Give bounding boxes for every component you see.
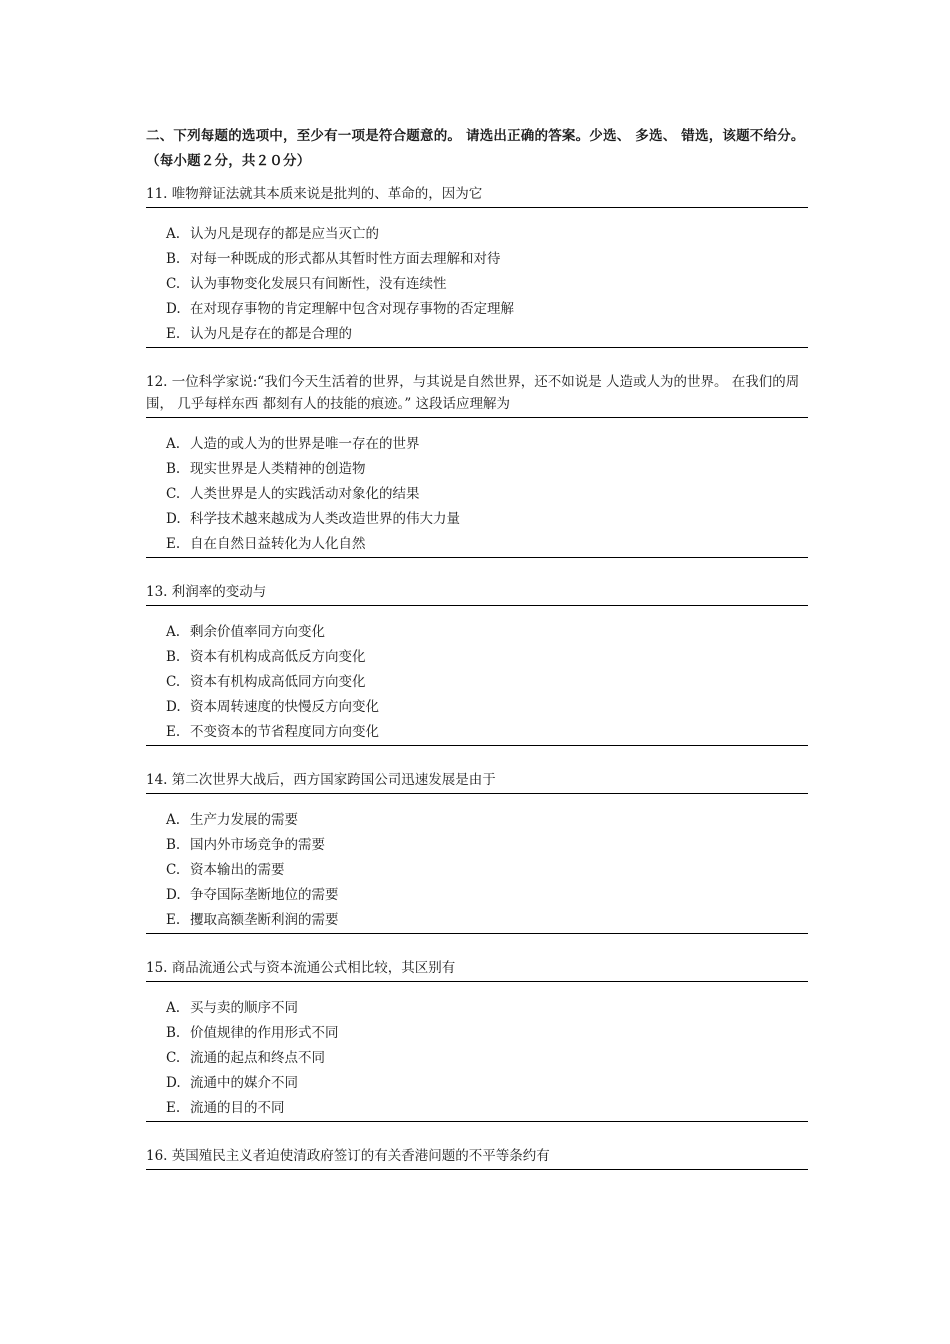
option-item <box>166 833 808 858</box>
question-stem: 13. 利润率的变动与 <box>146 581 808 606</box>
option-text: 认为事物变化发展只有间断性，没有连续性 <box>190 276 447 292</box>
question <box>146 371 808 558</box>
option-letter: B. <box>166 1025 181 1041</box>
option-letter: C. <box>166 674 181 690</box>
option-item <box>166 432 808 457</box>
option-letter: C. <box>166 862 181 878</box>
option-letter: B. <box>166 837 181 853</box>
option-text: 资本周转速度的快慢反方向变化 <box>190 699 379 715</box>
question <box>146 957 808 1122</box>
option-item <box>166 883 808 908</box>
option-text: 买与卖的顺序不同 <box>190 1000 298 1016</box>
option-text: 流通的目的不同 <box>190 1100 285 1116</box>
option-item <box>166 507 808 532</box>
question <box>146 183 808 348</box>
option-text: 价值规律的作用形式不同 <box>190 1025 339 1041</box>
option-text: 不变资本的节省程度同方向变化 <box>190 724 379 740</box>
option-letter: C. <box>166 1050 181 1066</box>
option-text: 流通的起点和终点不同 <box>190 1050 325 1066</box>
option-letter: B. <box>166 251 181 267</box>
option-text: 剩余价值率同方向变化 <box>190 624 325 640</box>
option-letter: D. <box>166 887 181 903</box>
option-text: 国内外市场竞争的需要 <box>190 837 325 853</box>
option-text: 科学技术越来越成为人类改造世界的伟大力量 <box>190 511 460 527</box>
option-list <box>146 808 808 934</box>
option-text: 自在自然日益转化为人化自然 <box>190 536 366 552</box>
question-list <box>146 183 808 1170</box>
option-item <box>166 908 808 933</box>
question-stem: 14. 第二次世界大战后，西方国家跨国公司迅速发展是由于 <box>146 769 808 794</box>
option-text: 资本有机构成高低同方向变化 <box>190 674 366 690</box>
option-item <box>166 532 808 557</box>
option-item <box>166 1021 808 1046</box>
question <box>146 769 808 934</box>
option-text: 在对现存事物的肯定理解中包含对现存事物的否定理解 <box>190 301 514 317</box>
question <box>146 1145 808 1170</box>
option-letter: C. <box>166 486 181 502</box>
option-letter: D. <box>166 511 181 527</box>
option-item <box>166 272 808 297</box>
option-text: 人类世界是人的实践活动对象化的结果 <box>190 486 420 502</box>
option-letter: A. <box>166 226 181 242</box>
option-item <box>166 1046 808 1071</box>
option-letter: D. <box>166 699 181 715</box>
question-stem: 15. 商品流通公式与资本流通公式相比较，其区别有 <box>146 957 808 982</box>
option-letter: B. <box>166 461 181 477</box>
section-header: 二、下列每题的选项中，至少有一项是符合题意的。 请选出正确的答案。少选、 多选、 错选，该题不给分。 （每小题２分，共２０分） <box>146 128 805 169</box>
option-letter: E. <box>166 912 181 928</box>
option-item <box>166 620 808 645</box>
option-letter: E. <box>166 1100 181 1116</box>
option-item <box>166 322 808 347</box>
question <box>146 581 808 746</box>
option-item <box>166 695 808 720</box>
option-text: 认为凡是存在的都是合理的 <box>190 326 352 342</box>
option-letter: D. <box>166 301 181 317</box>
document-page <box>146 124 808 1184</box>
option-item <box>166 1096 808 1121</box>
option-text: 认为凡是现存的都是应当灭亡的 <box>190 226 379 242</box>
option-text: 资本有机构成高低反方向变化 <box>190 649 366 665</box>
option-letter: B. <box>166 649 181 665</box>
option-list <box>146 222 808 348</box>
option-item <box>166 222 808 247</box>
option-item <box>166 996 808 1021</box>
option-text: 攫取高额垄断利润的需要 <box>190 912 339 928</box>
question-stem: 16. 英国殖民主义者迫使清政府签订的有关香港问题的不平等条约有 <box>146 1145 808 1170</box>
question-stem: 12. 一位科学家说:“我们今天生活着的世界，与其说是自然世界，还不如说是 人造或人为的世界。 在我们的周围， 几乎每样东西 都刻有人的技能的痕迹。” 这段话应理解为 <box>146 371 808 418</box>
option-item <box>166 457 808 482</box>
option-letter: E. <box>166 536 181 552</box>
option-item <box>166 297 808 322</box>
option-letter: C. <box>166 276 181 292</box>
option-letter: A. <box>166 624 181 640</box>
option-letter: E. <box>166 724 181 740</box>
option-item <box>166 670 808 695</box>
option-item <box>166 720 808 745</box>
option-text: 对每一种既成的形式都从其暂时性方面去理解和对待 <box>190 251 501 267</box>
option-text: 人造的或人为的世界是唯一存在的世界 <box>190 436 420 452</box>
option-list <box>146 432 808 558</box>
option-letter: E. <box>166 326 181 342</box>
option-list <box>146 620 808 746</box>
option-letter: A. <box>166 436 181 452</box>
option-letter: A. <box>166 1000 181 1016</box>
option-item <box>166 858 808 883</box>
option-letter: D. <box>166 1075 181 1091</box>
question-stem: 11. 唯物辩证法就其本质来说是批判的、革命的，因为它 <box>146 183 808 208</box>
option-text: 现实世界是人类精神的创造物 <box>190 461 366 477</box>
option-list <box>146 996 808 1122</box>
option-item <box>166 482 808 507</box>
option-letter: A. <box>166 812 181 828</box>
option-item <box>166 808 808 833</box>
option-text: 争夺国际垄断地位的需要 <box>190 887 339 903</box>
option-text: 资本输出的需要 <box>190 862 285 878</box>
option-text: 流通中的媒介不同 <box>190 1075 298 1091</box>
option-item <box>166 1071 808 1096</box>
option-text: 生产力发展的需要 <box>190 812 298 828</box>
option-item <box>166 247 808 272</box>
option-item <box>166 645 808 670</box>
